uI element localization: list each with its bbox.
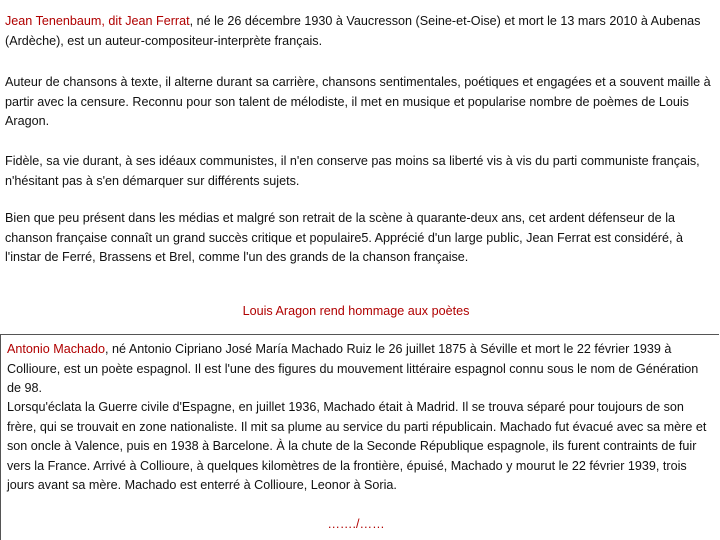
machado-intro-text: , né Antonio Cipriano José María Machado Ruiz le 26 juillet 1875 à Séville et mort le 22 février 1939 à Collioure, est un poète espagnol. Il est l'une des figures du mouvement littéraire espagnol connu sous le nom de Génération de 98. bbox=[7, 342, 699, 395]
aragon-caption: Louis Aragon rend hommage aux poètes bbox=[242, 304, 470, 318]
machado-name: Antonio Machado bbox=[7, 342, 106, 356]
ferrat-career-paragraph: Auteur de chansons à texte, il alterne durant sa carrière, chansons sentimentales, poétiques et engagées et a souvent maille à partir avec la censure. Reconnu pour son talent de mélodiste, il met en musique et popularise nombre de poèmes de Louis Aragon. bbox=[5, 75, 711, 128]
machado-exile-paragraph: Lorsqu'éclata la Guerre civile d'Espagne, en juillet 1936, Machado était à Madrid. Il se trouva séparé pour toujours de son frère, qui se trouvait en zone nationaliste. Il mit sa plume au service du parti républicain. Machado fut évacué avec sa mère et son oncle à Valence, puis en 1938 à Barcelone. À la chute de la Seconde République espagnole, ils furent contraints de fuir vers la France. Arrivé à Collioure, à quelques kilomètres de la frontière, épuisé, Machado y mourut le 22 février 1939, trois jours avant sa mère. Machado est enterré à Collioure, Leonor à Soria. bbox=[7, 400, 707, 492]
machado-intro-paragraph bbox=[7, 340, 713, 399]
ferrat-name: Jean Tenenbaum, dit Jean Ferrat bbox=[5, 14, 190, 28]
ferrat-politics-paragraph: Fidèle, sa vie durant, à ses idéaux communistes, il n'en conserve pas moins sa liberté vis à vis du parti communiste français, n'hésitant pas à s'en démarquer sur différents sujets. bbox=[5, 154, 700, 188]
ferrat-intro-paragraph bbox=[5, 12, 715, 51]
ferrat-legacy-paragraph: Bien que peu présent dans les médias et malgré son retrait de la scène à quarante-deux ans, cet ardent défenseur de la chanson française connaît un grand succès critique et populaire5. Apprécié d'un large public, Jean Ferrat est considéré, à l'instar de Ferré, Brassens et Brel, comme l'un des grands de la chanson française. bbox=[5, 211, 683, 264]
continuation-marker: ……./…… bbox=[327, 517, 385, 531]
ferrat-intro-text: , né le 26 décembre 1930 à Vaucresson (Seine-et-Oise) et mort le 13 mars 2010 à Aubenas (Ardèche), est un auteur-compositeur-interprète français. bbox=[5, 14, 701, 48]
